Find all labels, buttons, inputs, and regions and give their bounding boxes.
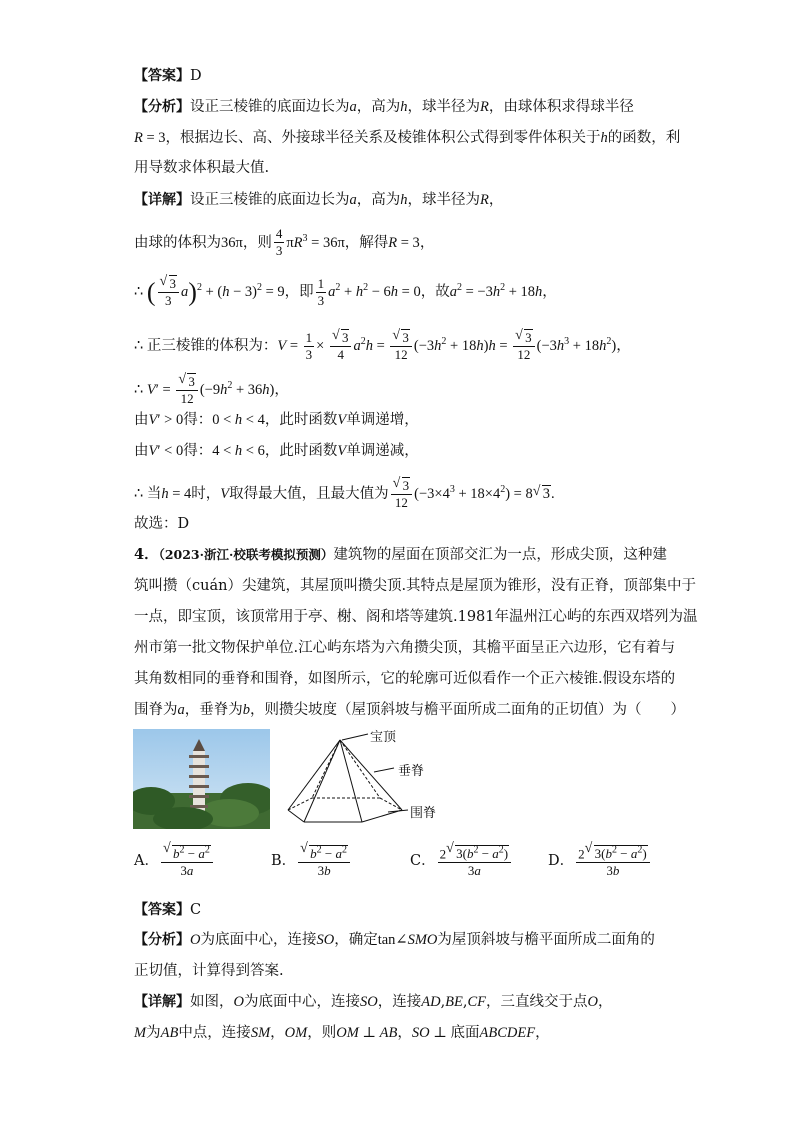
answer-value: C bbox=[190, 902, 202, 918]
q3-decrease-line: 由V′ < 0得：4 < h < 6，此时函数V单调递减， bbox=[134, 443, 419, 459]
q3-choose-line: 故选：D bbox=[134, 516, 190, 532]
q3-answer-line bbox=[134, 66, 202, 86]
answer-tag: 【答案】 bbox=[134, 902, 190, 918]
q4-detail-line-1: 【详解】如图，O为底面中心，连接SO，连接AD,BE,CF，三直线交于点O， bbox=[134, 994, 613, 1010]
q3-analysis-line-3: 用导数求体积最大值. bbox=[134, 160, 270, 176]
option-a[interactable]: A． √ $\frac{b^2 - a^2}{3a}$ bbox=[134, 843, 215, 879]
q3-detail-line-1: 【详解】设正三棱锥的底面边长为a，高为h，球半径为R， bbox=[134, 192, 504, 208]
q4-analysis-line-1: 【分析】O为底面中心，连接SO，确定tan∠SMO为屋顶斜坡与檐平面所成二面角的 bbox=[134, 932, 655, 948]
q3-increase-line: 由V′ > 0得：0 < h < 4，此时函数V单调递增， bbox=[134, 412, 419, 428]
q3-analysis-line-1: 【分析】设正三棱锥的底面边长为a，高为h，球半径为R，由球体积求得球半径 bbox=[134, 99, 634, 115]
q4-detail-line-2: M为AB中点，连接SM，OM，则OM ⊥ AB，SO ⊥ 底面ABCDEF， bbox=[134, 1025, 550, 1041]
label-weiji: 围脊 bbox=[410, 806, 437, 821]
question-source: （2023·浙江·校联考模拟预测） bbox=[158, 547, 334, 562]
q3-ball-volume-line: 由球的体积为36π，则 $\frac{4}{3}$ $\pi R^3 = 36\pi$，解得R = 3， bbox=[134, 226, 435, 259]
option-d[interactable]: D． $\frac{2√ 3(b^2 - a^2)}{3b}$ bbox=[548, 843, 652, 879]
q3-equation-line: ∴ ( √ $\frac{3}{3}$ $a)^2 + (h - 3)^2 = 9$，即 $\frac{1}{3}$ $a^2 + h^2 - 6h = 0$，故$a^2 = -3h^2 + 18h$， bbox=[134, 268, 557, 313]
q3-max-line: ∴ 当h = 4时，V取得最大值，且最大值为 √ $\frac{3}{12}$ $(-3\times 4^3 + 18\times 4^2) = 8√$ 3. bbox=[134, 470, 555, 514]
option-c[interactable]: C． $\frac{2√ 3(b^2 - a^2)}{3a}$ bbox=[410, 843, 513, 879]
q3-derivative-line: ∴ V′ = √ $\frac{3}{12}$ $(-9h^2 + 36h)$， bbox=[134, 366, 289, 410]
q4-line-4: 州市第一批文物保护单位.江心屿东塔为六角攒尖顶，其檐平面呈正六边形，它有着与 bbox=[134, 640, 676, 656]
answer-tag: 【答案】 bbox=[134, 68, 190, 84]
option-b[interactable]: B． √ $\frac{b^2 - a^2}{3b}$ bbox=[271, 843, 352, 879]
hexagonal-pyramid-diagram bbox=[284, 728, 454, 828]
answer-value: D bbox=[190, 68, 202, 84]
q4-line-6: 围脊为a，垂脊为b，则攒尖坡度（屋顶斜坡与檐平面所成二面角的正切值）为（ ） bbox=[134, 702, 685, 718]
analysis-tag: 【分析】 bbox=[134, 932, 190, 948]
q4-line-1: 4．（2023·浙江·校联考模拟预测）建筑物的屋面在顶部交汇为一点，形成尖顶，这种建 bbox=[134, 546, 667, 563]
q4-analysis-line-2: 正切值，计算得到答案. bbox=[134, 963, 284, 979]
pagoda-photo bbox=[133, 729, 270, 829]
analysis-tag: 【分析】 bbox=[134, 99, 190, 115]
question-number: 4． bbox=[134, 546, 159, 563]
q3-analysis-line-2: R = 3，根据边长、高、外接球半径关系及棱锥体积公式得到零件体积关于h的函数，利 bbox=[134, 130, 681, 146]
q4-line-2: 筑叫攒（cuán）尖建筑，其屋顶叫攒尖顶.其特点是屋顶为锥形，没有正脊，顶部集中于 bbox=[134, 578, 697, 594]
q4-line-5: 其角数相同的垂脊和围脊，如图所示，它的轮廓可近似看作一个正六棱锥.假设东塔的 bbox=[134, 671, 676, 687]
label-chuiji: 垂脊 bbox=[398, 764, 425, 779]
label-baoding: 宝顶 bbox=[370, 730, 397, 745]
q4-line-3: 一点，即宝顶，该顶常用于亭、榭、阁和塔等建筑.1981年温州江心屿的东西双塔列为温 bbox=[134, 609, 698, 625]
q4-answer-line bbox=[134, 900, 201, 920]
detail-tag: 【详解】 bbox=[134, 994, 190, 1010]
detail-tag: 【详解】 bbox=[134, 192, 190, 208]
q3-volume-line: ∴ 正三棱锥的体积为：V = $\frac{1}{3}$ × √ $\frac{3}{4}$ $a^2h$ = √ $\frac{3}{12}$ $(-3h^2 + 18h)h$ = √ $\frac{3}{12}$ $(-3h^3 + 18h^2)$， bbox=[134, 322, 631, 366]
